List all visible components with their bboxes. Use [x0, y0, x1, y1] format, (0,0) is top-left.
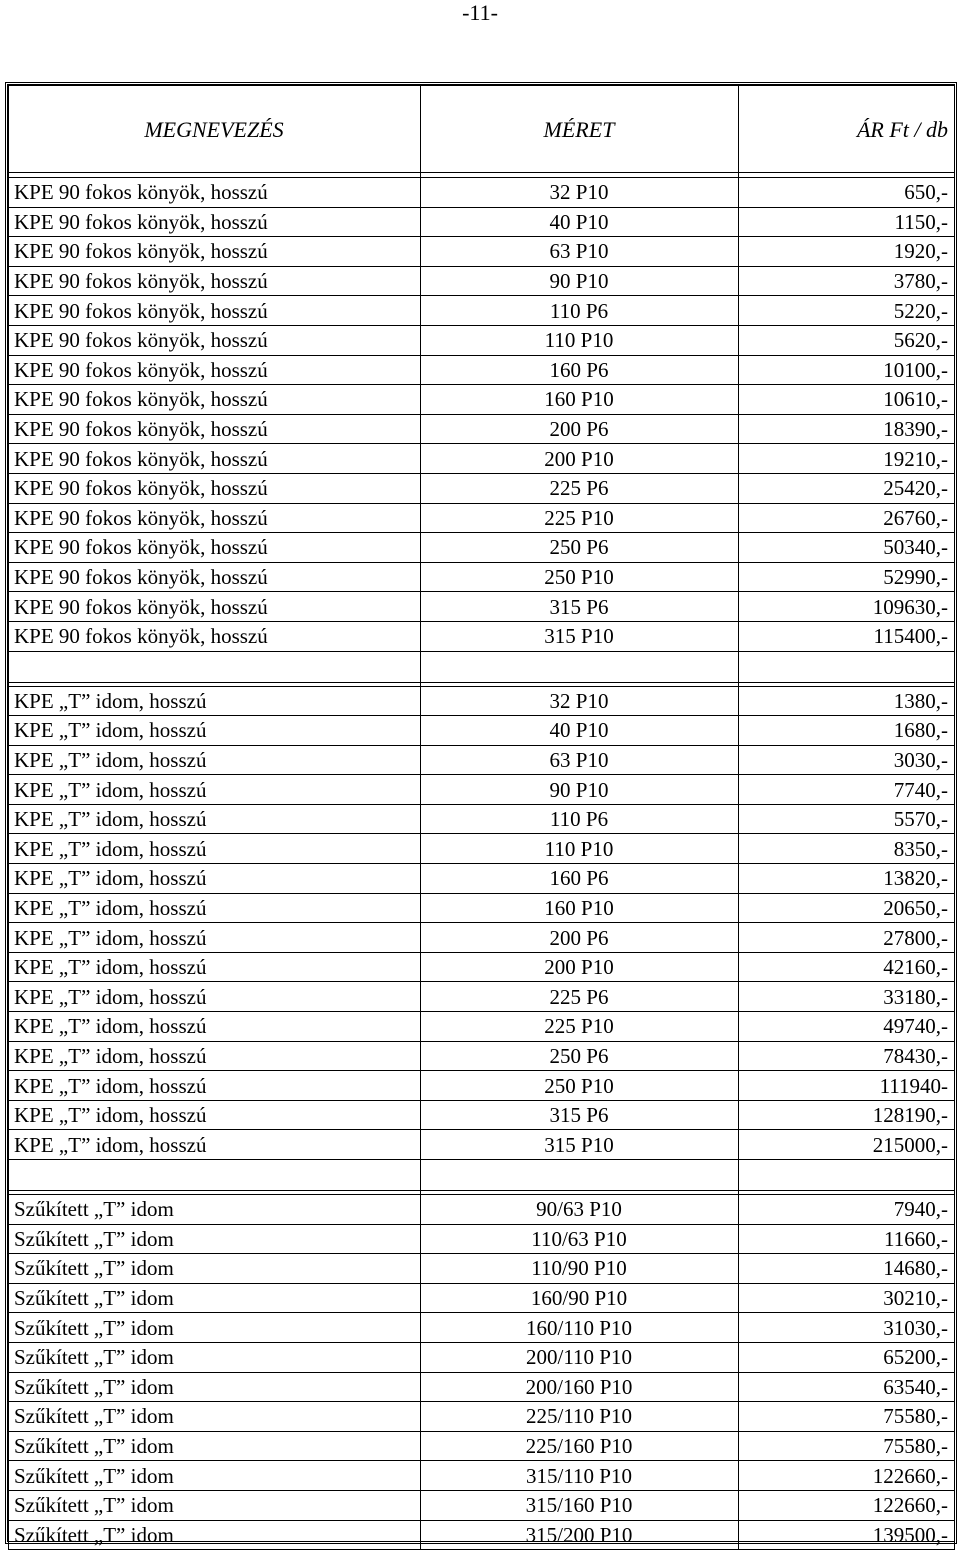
table-row — [9, 385, 955, 415]
item-price: 139500,- — [739, 1520, 955, 1550]
item-size: 250 P6 — [421, 533, 739, 563]
item-price: 215000,- — [739, 1130, 955, 1160]
table-row — [9, 355, 955, 385]
column-header-size: MÉRET — [421, 86, 739, 173]
table-row — [9, 296, 955, 326]
item-size: 90 P10 — [421, 775, 739, 805]
item-name: KPE „T” idom, hosszú — [9, 686, 421, 716]
item-price: 26760,- — [739, 503, 955, 533]
table-row — [9, 207, 955, 237]
item-size: 160/110 P10 — [421, 1313, 739, 1343]
table-row — [9, 804, 955, 834]
section-spacer-row — [9, 1160, 955, 1191]
table-row — [9, 592, 955, 622]
item-name: KPE „T” idom, hosszú — [9, 982, 421, 1012]
item-size: 250 P10 — [421, 562, 739, 592]
item-name: Szűkített „T” idom — [9, 1372, 421, 1402]
item-size: 40 P10 — [421, 207, 739, 237]
item-price: 13820,- — [739, 864, 955, 894]
item-name: KPE „T” idom, hosszú — [9, 1100, 421, 1130]
item-price: 650,- — [739, 178, 955, 208]
item-name: Szűkített „T” idom — [9, 1313, 421, 1343]
item-size: 110 P10 — [421, 834, 739, 864]
item-size: 90 P10 — [421, 266, 739, 296]
item-name: KPE „T” idom, hosszú — [9, 716, 421, 746]
item-name: Szűkített „T” idom — [9, 1490, 421, 1520]
item-name: KPE 90 fokos könyök, hosszú — [9, 562, 421, 592]
table-row — [9, 1071, 955, 1101]
table-row — [9, 414, 955, 444]
table-row — [9, 325, 955, 355]
table-row — [9, 178, 955, 208]
table-row — [9, 745, 955, 775]
table-row — [9, 952, 955, 982]
item-name: Szűkített „T” idom — [9, 1254, 421, 1284]
item-name: KPE „T” idom, hosszú — [9, 923, 421, 953]
table-row — [9, 1100, 955, 1130]
item-name: Szűkített „T” idom — [9, 1224, 421, 1254]
item-size: 110 P10 — [421, 325, 739, 355]
item-name: KPE 90 fokos könyök, hosszú — [9, 296, 421, 326]
item-name: KPE „T” idom, hosszú — [9, 804, 421, 834]
item-name: KPE 90 fokos könyök, hosszú — [9, 207, 421, 237]
item-price: 20650,- — [739, 893, 955, 923]
table-row — [9, 1490, 955, 1520]
table-row — [9, 716, 955, 746]
empty-cell — [421, 651, 739, 682]
empty-cell — [421, 1160, 739, 1191]
item-size: 200 P10 — [421, 444, 739, 474]
table-row — [9, 1224, 955, 1254]
table-body — [9, 178, 955, 1550]
item-price: 5620,- — [739, 325, 955, 355]
item-name: KPE 90 fokos könyök, hosszú — [9, 621, 421, 651]
item-size: 160 P10 — [421, 385, 739, 415]
table-row — [9, 1431, 955, 1461]
table-row — [9, 1372, 955, 1402]
item-name: KPE 90 fokos könyök, hosszú — [9, 503, 421, 533]
item-name: KPE „T” idom, hosszú — [9, 1012, 421, 1042]
item-size: 225 P6 — [421, 473, 739, 503]
item-size: 250 P10 — [421, 1071, 739, 1101]
item-name: KPE „T” idom, hosszú — [9, 775, 421, 805]
item-name: KPE „T” idom, hosszú — [9, 1130, 421, 1160]
item-name: KPE „T” idom, hosszú — [9, 1041, 421, 1071]
item-price: 14680,- — [739, 1254, 955, 1284]
table-row — [9, 237, 955, 267]
section-spacer-row — [9, 651, 955, 682]
item-size: 32 P10 — [421, 686, 739, 716]
item-price: 65200,- — [739, 1342, 955, 1372]
item-price: 115400,- — [739, 621, 955, 651]
item-price: 128190,- — [739, 1100, 955, 1130]
item-size: 315/200 P10 — [421, 1520, 739, 1550]
item-name: Szűkített „T” idom — [9, 1283, 421, 1313]
empty-cell — [739, 651, 955, 682]
item-name: Szűkített „T” idom — [9, 1461, 421, 1491]
item-size: 315 P6 — [421, 1100, 739, 1130]
item-size: 110/90 P10 — [421, 1254, 739, 1284]
item-size: 250 P6 — [421, 1041, 739, 1071]
item-price: 3030,- — [739, 745, 955, 775]
column-header-price: ÁR Ft / db — [739, 86, 955, 173]
item-size: 200/160 P10 — [421, 1372, 739, 1402]
item-price: 19210,- — [739, 444, 955, 474]
table-header-row — [9, 86, 955, 173]
price-table-frame — [5, 82, 957, 1547]
item-size: 110 P6 — [421, 804, 739, 834]
item-name: KPE 90 fokos könyök, hosszú — [9, 325, 421, 355]
table-row — [9, 1402, 955, 1432]
item-name: KPE 90 fokos könyök, hosszú — [9, 414, 421, 444]
item-size: 63 P10 — [421, 745, 739, 775]
item-price: 78430,- — [739, 1041, 955, 1071]
table-row — [9, 266, 955, 296]
item-size: 315/110 P10 — [421, 1461, 739, 1491]
item-size: 160 P6 — [421, 355, 739, 385]
table-row — [9, 834, 955, 864]
table-row — [9, 473, 955, 503]
item-size: 160 P10 — [421, 893, 739, 923]
table-row — [9, 1342, 955, 1372]
item-size: 225 P6 — [421, 982, 739, 1012]
empty-cell — [9, 651, 421, 682]
item-name: KPE 90 fokos könyök, hosszú — [9, 592, 421, 622]
item-size: 225/160 P10 — [421, 1431, 739, 1461]
item-price: 30210,- — [739, 1283, 955, 1313]
item-name: KPE „T” idom, hosszú — [9, 834, 421, 864]
item-price: 18390,- — [739, 414, 955, 444]
item-name: Szűkített „T” idom — [9, 1431, 421, 1461]
item-name: KPE „T” idom, hosszú — [9, 952, 421, 982]
item-price: 33180,- — [739, 982, 955, 1012]
item-name: KPE 90 fokos könyök, hosszú — [9, 266, 421, 296]
item-name: KPE 90 fokos könyök, hosszú — [9, 237, 421, 267]
item-size: 225/110 P10 — [421, 1402, 739, 1432]
item-price: 42160,- — [739, 952, 955, 982]
item-price: 75580,- — [739, 1431, 955, 1461]
item-size: 200/110 P10 — [421, 1342, 739, 1372]
item-size: 225 P10 — [421, 1012, 739, 1042]
item-size: 315/160 P10 — [421, 1490, 739, 1520]
item-name: KPE 90 fokos könyök, hosszú — [9, 385, 421, 415]
table-row — [9, 1012, 955, 1042]
item-price: 49740,- — [739, 1012, 955, 1042]
item-price: 50340,- — [739, 533, 955, 563]
item-size: 200 P6 — [421, 923, 739, 953]
item-price: 52990,- — [739, 562, 955, 592]
item-name: KPE „T” idom, hosszú — [9, 745, 421, 775]
item-price: 3780,- — [739, 266, 955, 296]
item-size: 90/63 P10 — [421, 1195, 739, 1225]
item-price: 25420,- — [739, 473, 955, 503]
column-header-name: MEGNEVEZÉS — [9, 86, 421, 173]
item-price: 1150,- — [739, 207, 955, 237]
item-name: Szűkített „T” idom — [9, 1520, 421, 1550]
table-row — [9, 686, 955, 716]
item-price: 10610,- — [739, 385, 955, 415]
item-price: 111940- — [739, 1071, 955, 1101]
item-price: 27800,- — [739, 923, 955, 953]
item-size: 200 P10 — [421, 952, 739, 982]
item-name: KPE 90 fokos könyök, hosszú — [9, 533, 421, 563]
item-price: 122660,- — [739, 1461, 955, 1491]
table-row — [9, 864, 955, 894]
item-name: KPE „T” idom, hosszú — [9, 1071, 421, 1101]
item-size: 160 P6 — [421, 864, 739, 894]
table-row — [9, 1195, 955, 1225]
table-row — [9, 1461, 955, 1491]
item-name: KPE 90 fokos könyök, hosszú — [9, 355, 421, 385]
item-size: 225 P10 — [421, 503, 739, 533]
item-price: 7740,- — [739, 775, 955, 805]
item-price: 31030,- — [739, 1313, 955, 1343]
table-row — [9, 562, 955, 592]
empty-cell — [739, 1160, 955, 1191]
table-row — [9, 923, 955, 953]
item-price: 7940,- — [739, 1195, 955, 1225]
item-price: 5570,- — [739, 804, 955, 834]
item-price: 1680,- — [739, 716, 955, 746]
item-price: 109630,- — [739, 592, 955, 622]
price-table — [8, 85, 955, 1550]
item-size: 110 P6 — [421, 296, 739, 326]
item-size: 315 P10 — [421, 621, 739, 651]
item-name: KPE 90 fokos könyök, hosszú — [9, 473, 421, 503]
table-row — [9, 1254, 955, 1284]
item-size: 110/63 P10 — [421, 1224, 739, 1254]
table-row — [9, 1041, 955, 1071]
table-row — [9, 444, 955, 474]
item-size: 32 P10 — [421, 178, 739, 208]
table-row — [9, 775, 955, 805]
page-number: -11- — [462, 0, 498, 25]
item-name: Szűkített „T” idom — [9, 1402, 421, 1432]
item-size: 200 P6 — [421, 414, 739, 444]
item-price: 63540,- — [739, 1372, 955, 1402]
item-price: 8350,- — [739, 834, 955, 864]
item-name: Szűkített „T” idom — [9, 1342, 421, 1372]
item-name: Szűkített „T” idom — [9, 1195, 421, 1225]
table-row — [9, 621, 955, 651]
table-row — [9, 503, 955, 533]
table-row — [9, 1130, 955, 1160]
table-row — [9, 982, 955, 1012]
item-price: 5220,- — [739, 296, 955, 326]
item-size: 315 P10 — [421, 1130, 739, 1160]
item-name: KPE „T” idom, hosszú — [9, 864, 421, 894]
item-price: 10100,- — [739, 355, 955, 385]
item-price: 75580,- — [739, 1402, 955, 1432]
table-row — [9, 1520, 955, 1550]
item-name: KPE 90 fokos könyök, hosszú — [9, 178, 421, 208]
item-price: 122660,- — [739, 1490, 955, 1520]
item-name: KPE 90 fokos könyök, hosszú — [9, 444, 421, 474]
empty-cell — [9, 1160, 421, 1191]
item-name: KPE „T” idom, hosszú — [9, 893, 421, 923]
table-row — [9, 1313, 955, 1343]
table-row — [9, 1283, 955, 1313]
table-row — [9, 893, 955, 923]
item-price: 11660,- — [739, 1224, 955, 1254]
table-row — [9, 533, 955, 563]
item-size: 315 P6 — [421, 592, 739, 622]
item-size: 160/90 P10 — [421, 1283, 739, 1313]
item-size: 63 P10 — [421, 237, 739, 267]
item-price: 1920,- — [739, 237, 955, 267]
item-price: 1380,- — [739, 686, 955, 716]
item-size: 40 P10 — [421, 716, 739, 746]
